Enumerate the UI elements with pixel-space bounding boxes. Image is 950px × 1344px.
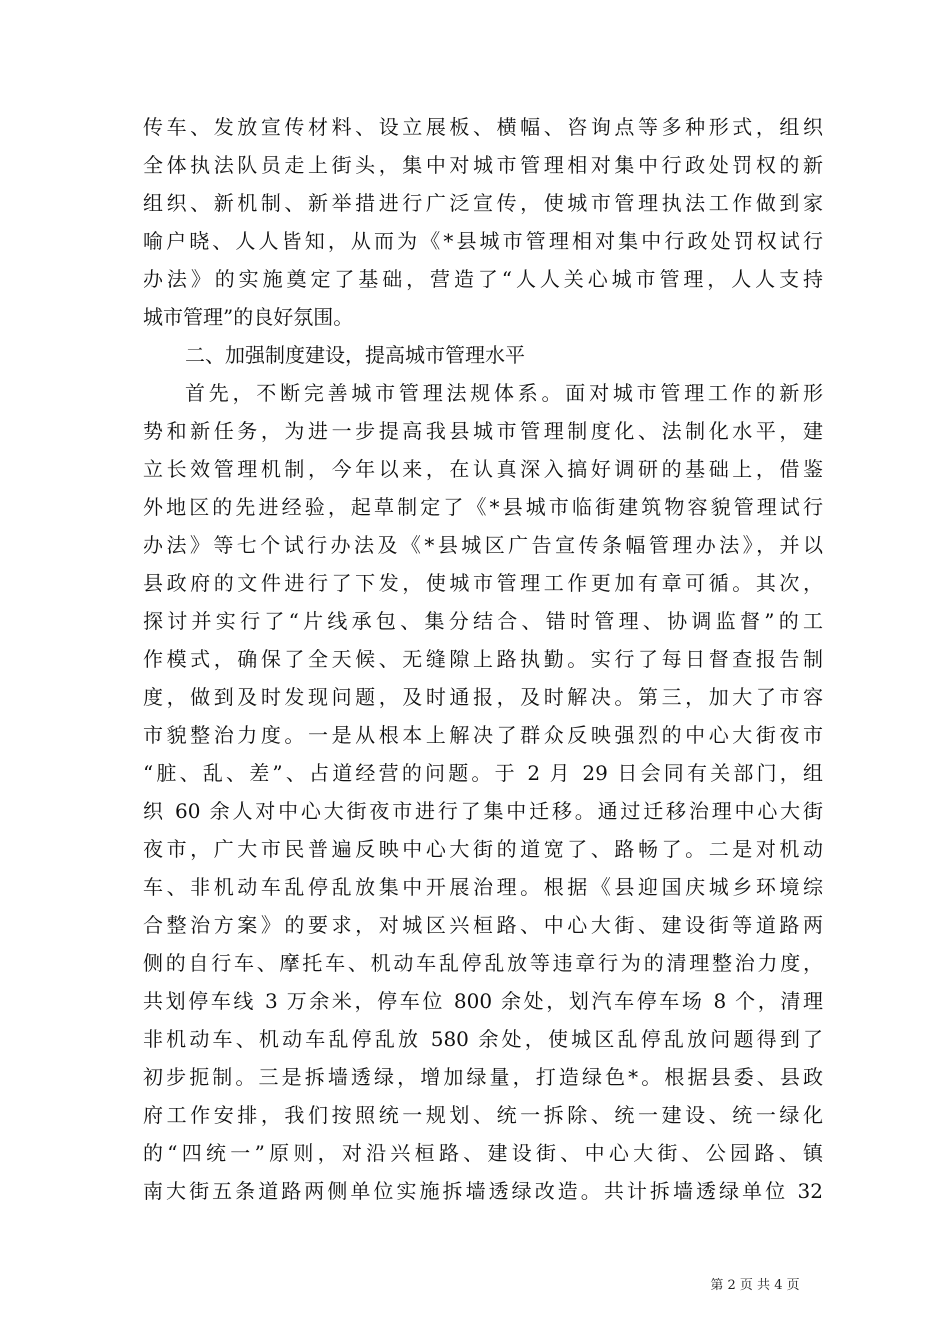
text-line: 组织、新机制、新举措进行广泛宣传，使城市管理执法工作做到家 xyxy=(143,191,823,215)
body-text xyxy=(143,108,823,1210)
text-line: 传车、发放宣传材料、设立展板、横幅、咨询点等多种形式，组织 xyxy=(143,115,823,139)
text-line: 非机动车、机动车乱停乱放 580 余处，使城区乱停乱放问题得到了 xyxy=(143,1027,823,1051)
text-line: 南大街五条道路两侧单位实施拆墙透绿改造。共计拆墙透绿单位 32 xyxy=(143,1179,823,1203)
text-line: 城市管理”的良好氛围。 xyxy=(143,305,354,329)
text-line: 县政府的文件进行了下发，使城市管理工作更加有章可循。其次， xyxy=(143,571,823,595)
text-line: 喻户晓、人人皆知，从而为《*县城市管理相对集中行政处罚权试行 xyxy=(143,229,823,253)
page-number: 第 2 页 共 4 页 xyxy=(710,1278,800,1293)
text-line: 织 60 余人对中心大街夜市进行了集中迁移。通过迁移治理中心大街 xyxy=(143,799,823,823)
text-line: 作模式，确保了全天候、无缝隙上路执勤。实行了每日督查报告制 xyxy=(143,647,823,671)
text-line: 外地区的先进经验，起草制定了《*县城市临街建筑物容貌管理试行 xyxy=(143,495,823,519)
text-line: 二、加强制度建设，提高城市管理水平 xyxy=(185,343,525,367)
text-line: 夜市，广大市民普遍反映中心大街的道宽了、路畅了。二是对机动 xyxy=(143,837,823,861)
text-line: 办法》等七个试行办法及《*县城区广告宣传条幅管理办法》，并以 xyxy=(143,533,823,557)
text-line: 初步扼制。三是拆墙透绿，增加绿量，打造绿色*。根据县委、县政 xyxy=(143,1065,823,1089)
text-line: “脏、乱、差”、占道经营的问题。于 2 月 29 日会同有关部门，组 xyxy=(143,761,823,785)
text-line: 办法》的实施奠定了基础，营造了“人人关心城市管理，人人支持 xyxy=(143,267,823,291)
text-line: 探讨并实行了“片线承包、集分结合、错时管理、协调监督”的工 xyxy=(143,609,823,633)
page-footer xyxy=(0,1277,950,1295)
text-line: 车、非机动车乱停乱放集中开展治理。根据《县迎国庆城乡环境综 xyxy=(143,875,823,899)
text-line: 的“四统一”原则，对沿兴桓路、建设街、中心大街、公园路、镇 xyxy=(143,1141,823,1165)
text-line: 势和新任务，为进一步提高我县城市管理制度化、法制化水平，建 xyxy=(143,419,823,443)
text-line: 府工作安排，我们按照统一规划、统一拆除、统一建设、统一绿化 xyxy=(143,1103,823,1127)
text-line: 全体执法队员走上街头，集中对城市管理相对集中行政处罚权的新 xyxy=(143,153,823,177)
text-line: 立长效管理机制，今年以来，在认真深入搞好调研的基础上，借鉴 xyxy=(143,457,823,481)
text-line: 市貌整治力度。一是从根本上解决了群众反映强烈的中心大街夜市 xyxy=(143,723,823,747)
text-line: 共划停车线 3 万余米，停车位 800 余处，划汽车停车场 8 个，清理 xyxy=(143,989,823,1013)
text-line: 度，做到及时发现问题，及时通报，及时解决。第三，加大了市容 xyxy=(143,685,823,709)
text-line: 侧的自行车、摩托车、机动车乱停乱放等违章行为的清理整治力度， xyxy=(143,951,823,975)
text-line: 首先，不断完善城市管理法规体系。面对城市管理工作的新形 xyxy=(185,381,823,405)
text-line: 合整治方案》的要求，对城区兴桓路、中心大街、建设街等道路两 xyxy=(143,913,823,937)
